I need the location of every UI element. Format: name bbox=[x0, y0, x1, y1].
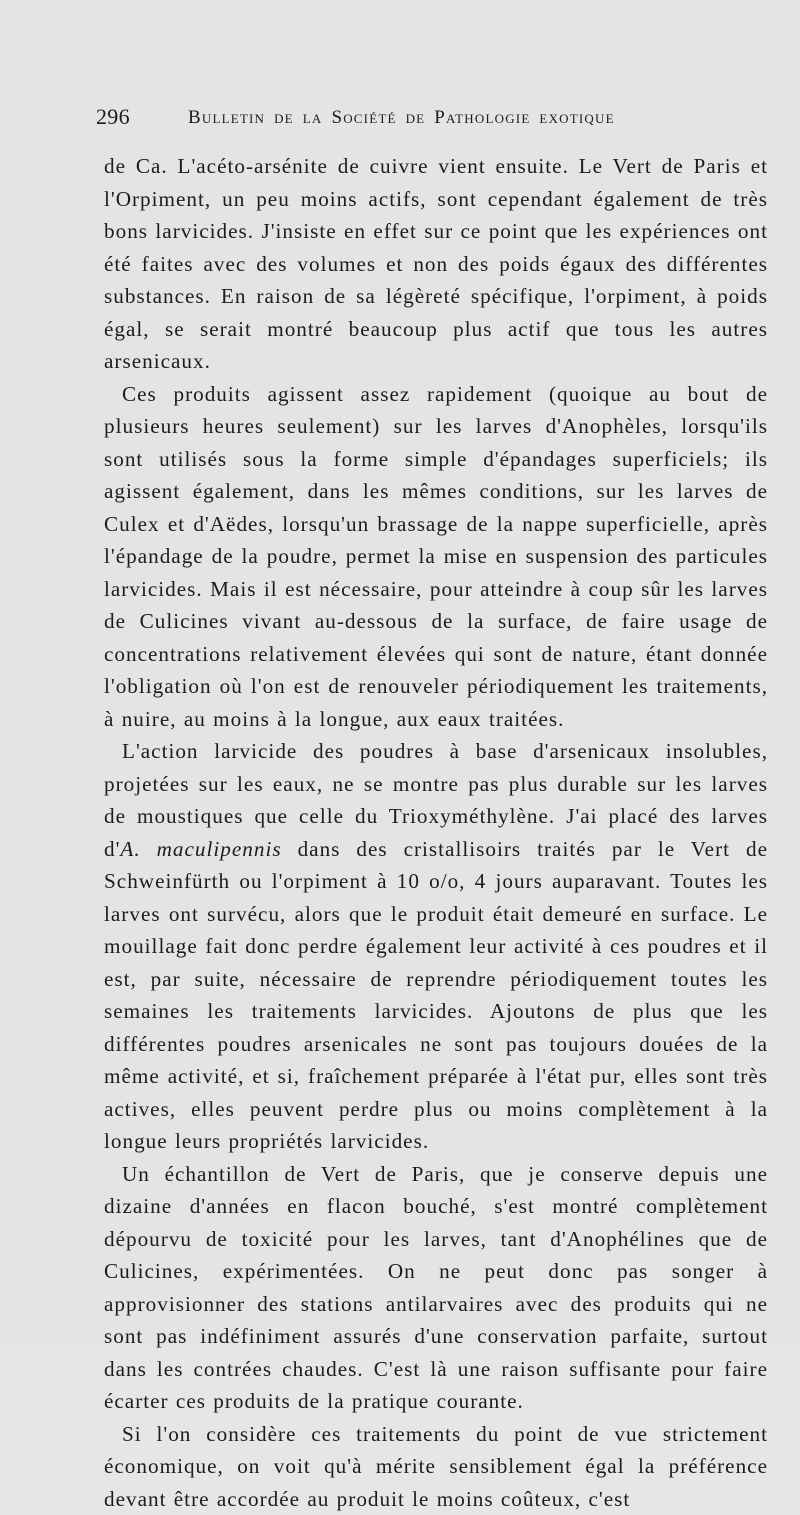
paragraph-3-text-start: L'action larvicide des poudres à base d'arsenicaux insolubles, projetées sur les eaux, ne se montre pas plus durable sur les larves de moustiques que celle du Trioxyméthylène. J'ai placé des larves d' bbox=[104, 739, 768, 861]
paragraph-3-text-end: dans des cristallisoirs traités par le Vert de Schweinfürth ou l'orpiment à 10 o/o, 4 jours auparavant. Toutes les larves ont survécu, alors que le produit était demeuré en surface. Le mouillage fait donc perdre également leur activité à ces poudres et il est, par suite, nécessaire de reprendre périodiquement toutes les semaines les traitements larvicides. Ajoutons de plus que les différentes poudres arsenicales ne sont pas toujours douées de la même activité, et si, fraîchement préparée à l'état pur, elles sont très actives, elles peuvent perdre plus ou moins complètement à la longue leurs propriétés larvicides. bbox=[104, 837, 768, 1154]
journal-title: Bulletin de la Société de Pathologie exotique bbox=[188, 107, 615, 129]
body-text bbox=[104, 150, 768, 1515]
running-head bbox=[96, 104, 756, 136]
paragraph-1: de Ca. L'acéto-arsénite de cuivre vient ensuite. Le Vert de Paris et l'Orpiment, un peu moins actifs, sont cependant également de très bons larvicides. J'insiste en effet sur ce point que les expériences ont été faites avec des volumes et non des poids égaux des différentes substances. En raison de sa légèreté spécifique, l'orpiment, à poids égal, se serait montré beaucoup plus actif que tous les autres arsenicaux. bbox=[104, 150, 768, 378]
paragraph-2: Ces produits agissent assez rapidement (quoique au bout de plusieurs heures seulement) sur les larves d'Anophèles, lorsqu'ils sont utilisés sous la forme simple d'épandages superficiels; ils agissent également, dans les mêmes conditions, sur les larves de Culex et d'Aëdes, lorsqu'un brassage de la nappe superficielle, après l'épandage de la poudre, permet la mise en suspension des particules larvicides. Mais il est nécessaire, pour atteindre à coup sûr les larves de Culicines vivant au-dessous de la surface, de faire usage de concentrations relativement élevées qui sont de nature, étant donnée l'obligation où l'on est de renouveler périodiquement les traitements, à nuire, au moins à la longue, aux eaux traitées. bbox=[104, 378, 768, 736]
species-name: A. maculipennis bbox=[120, 837, 281, 861]
paragraph-3 bbox=[104, 735, 768, 1158]
paragraph-5: Si l'on considère ces traitements du point de vue strictement économique, on voit qu'à mérite sensiblement égal la préférence devant être accordée au produit le moins coûteux, c'est bbox=[104, 1418, 768, 1515]
page-number: 296 bbox=[96, 104, 130, 130]
paragraph-4: Un échantillon de Vert de Paris, que je conserve depuis une dizaine d'années en flacon bouché, s'est montré complètement dépourvu de toxicité pour les larves, tant d'Anophélines que de Culicines, expérimentées. On ne peut donc pas songer à approvisionner des stations antilarvaires avec des produits qui ne sont pas indéfiniment assurés d'une conservation parfaite, surtout dans les contrées chaudes. C'est là une raison suffisante pour faire écarter ces produits de la pratique courante. bbox=[104, 1158, 768, 1418]
